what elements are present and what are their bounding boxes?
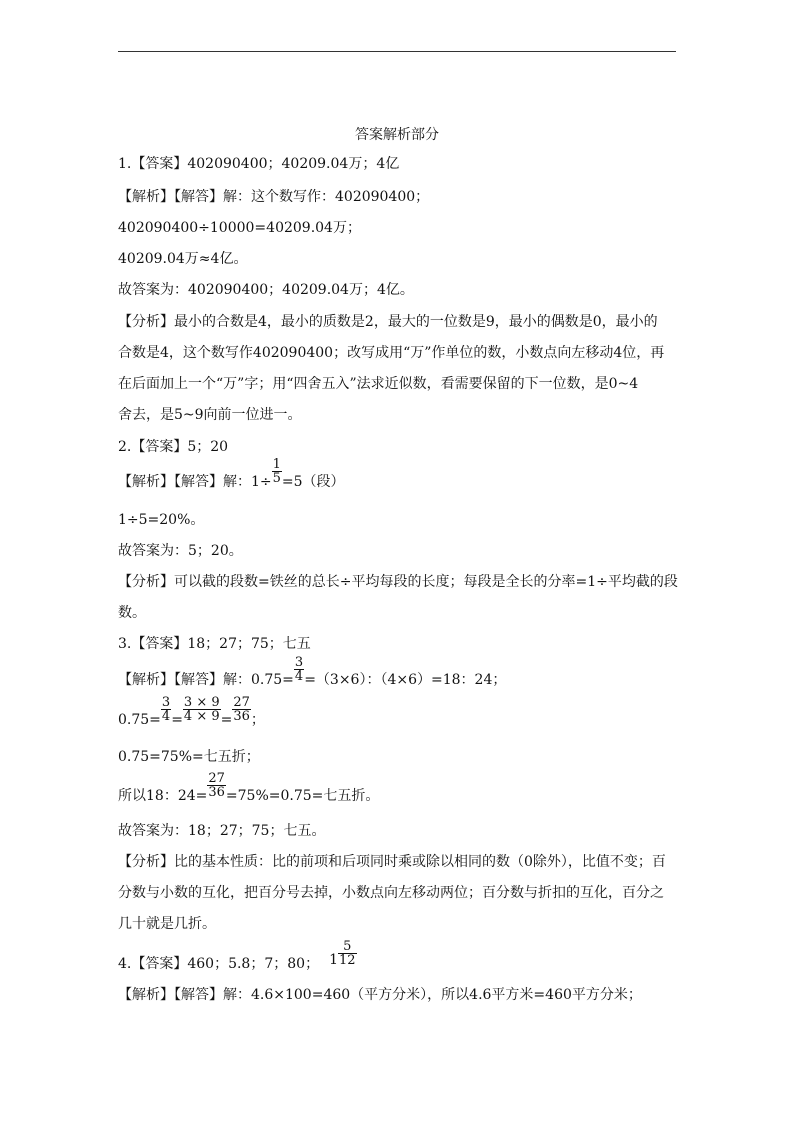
q3-solution-line: 0.75= $\frac{3}{4}$ = $\frac{3 \times 9}{4 \times 9}$ = $\frac{27}{36}$ ； xyxy=(118,695,265,728)
q3-solution-suffix: ； xyxy=(250,712,265,728)
fraction-denominator: 4 × 9 xyxy=(183,709,220,724)
fraction xyxy=(183,696,221,723)
fraction-numerator: 1 xyxy=(272,457,281,472)
fraction-numerator: 27 xyxy=(208,771,225,786)
q1-solution-line: 【解析】【解答】解：这个数写作：402090400； xyxy=(118,189,430,205)
q1-answer: 1.【答案】402090400；40209.04万；4亿 xyxy=(118,156,400,172)
fraction-numerator: 27 xyxy=(233,695,250,710)
q3-solution-prefix: 所以18：24= xyxy=(118,788,208,804)
q1-solution-line: 402090400÷10000=40209.04万； xyxy=(118,220,361,236)
q4-solution-line: 【解析】【解答】解：4.6×100=460（平方分米），所以4.6平方米=460平方分米； xyxy=(118,987,642,1003)
q2-solution-line: 1÷5=20%。 xyxy=(118,512,205,528)
q4-answer-text: 4.【答案】460；5.8；7；80； xyxy=(118,956,320,972)
fraction-denominator: 12 xyxy=(339,953,356,968)
q1-solution-line: 40209.04万≈4亿。 xyxy=(118,251,248,267)
q2-solution-prefix: 【解析】【解答】解：1÷ xyxy=(118,474,272,490)
q3-solution-line: 故答案为：18；27；75；七五。 xyxy=(118,823,326,839)
q3-answer: 3.【答案】18；27；75；七五 xyxy=(118,636,311,652)
fraction xyxy=(161,696,171,723)
header-rule xyxy=(118,51,676,52)
q1-analysis-line: 在后面加上一个“万”字；用“四舍五入”法求近似数，看需要保留的下一位数，是0~4 xyxy=(118,376,639,392)
fraction xyxy=(294,656,304,683)
q1-solution-line: 故答案为：402090400；40209.04万；4亿。 xyxy=(118,282,414,298)
page-title: 答案解析部分 xyxy=(355,127,439,143)
q1-analysis-line: 【分析】最小的合数是4，最小的质数是2，最大的一位数是9，最小的偶数是0，最小的 xyxy=(118,314,658,330)
q2-solution-line: 故答案为：5；20。 xyxy=(118,543,243,559)
q3-solution-suffix: =75%=0.75=七五折。 xyxy=(225,788,380,804)
q1-analysis-line: 合数是4，这个数写作402090400；改写成用“万”作单位的数，小数点向左移动4位，再 xyxy=(118,345,665,361)
fraction-numerator: 3 xyxy=(161,695,171,710)
q3-solution-line: 0.75=75%=七五折； xyxy=(118,749,260,765)
q2-analysis-line: 数。 xyxy=(118,605,146,621)
q3-analysis-line: 【分析】比的基本性质：比的前项和后项同时乘或除以相同的数（0除外），比值不变；百 xyxy=(118,854,666,870)
fraction xyxy=(207,772,226,799)
fraction-denominator: 4 xyxy=(294,669,304,684)
q3-solution-prefix: 0.75= xyxy=(118,712,161,728)
q1-analysis-line: 舍去，是5~9向前一位进一。 xyxy=(118,407,302,423)
q2-analysis-line: 【分析】可以截的段数=铁丝的总长÷平均每段的长度；每段是全长的分率=1÷平均截的段 xyxy=(118,574,678,590)
q4-answer xyxy=(118,939,357,973)
fraction-denominator: 36 xyxy=(233,709,250,724)
fraction xyxy=(272,458,282,485)
q3-solution-line xyxy=(118,771,380,805)
fraction-denominator: 4 xyxy=(161,709,171,724)
fraction-denominator: 36 xyxy=(208,785,225,800)
fraction-numerator: 3 × 9 xyxy=(183,695,220,710)
q2-solution-line xyxy=(118,457,345,491)
fraction-numerator: 5 xyxy=(343,939,352,954)
fraction xyxy=(232,696,251,723)
q3-analysis-line: 分数与小数的互化，把百分号去掉，小数点向左移动两位；百分数与折扣的互化，百分之 xyxy=(118,885,664,901)
q3-analysis-line: 几十就是几折。 xyxy=(118,916,216,932)
q3-solution-line xyxy=(118,655,507,689)
q2-solution-suffix: =5（段） xyxy=(281,474,345,490)
fraction-denominator: 5 xyxy=(272,471,281,486)
q3-solution-suffix: =（3×6）：（4×6）=18：24； xyxy=(304,672,507,688)
q3-solution-prefix: 【解析】【解答】解：0.75= xyxy=(118,672,294,688)
fraction xyxy=(338,940,357,967)
mixed-number-whole: 1 xyxy=(329,952,338,968)
q2-answer: 2.【答案】5；20 xyxy=(118,439,229,455)
fraction-numerator: 3 xyxy=(294,655,304,670)
